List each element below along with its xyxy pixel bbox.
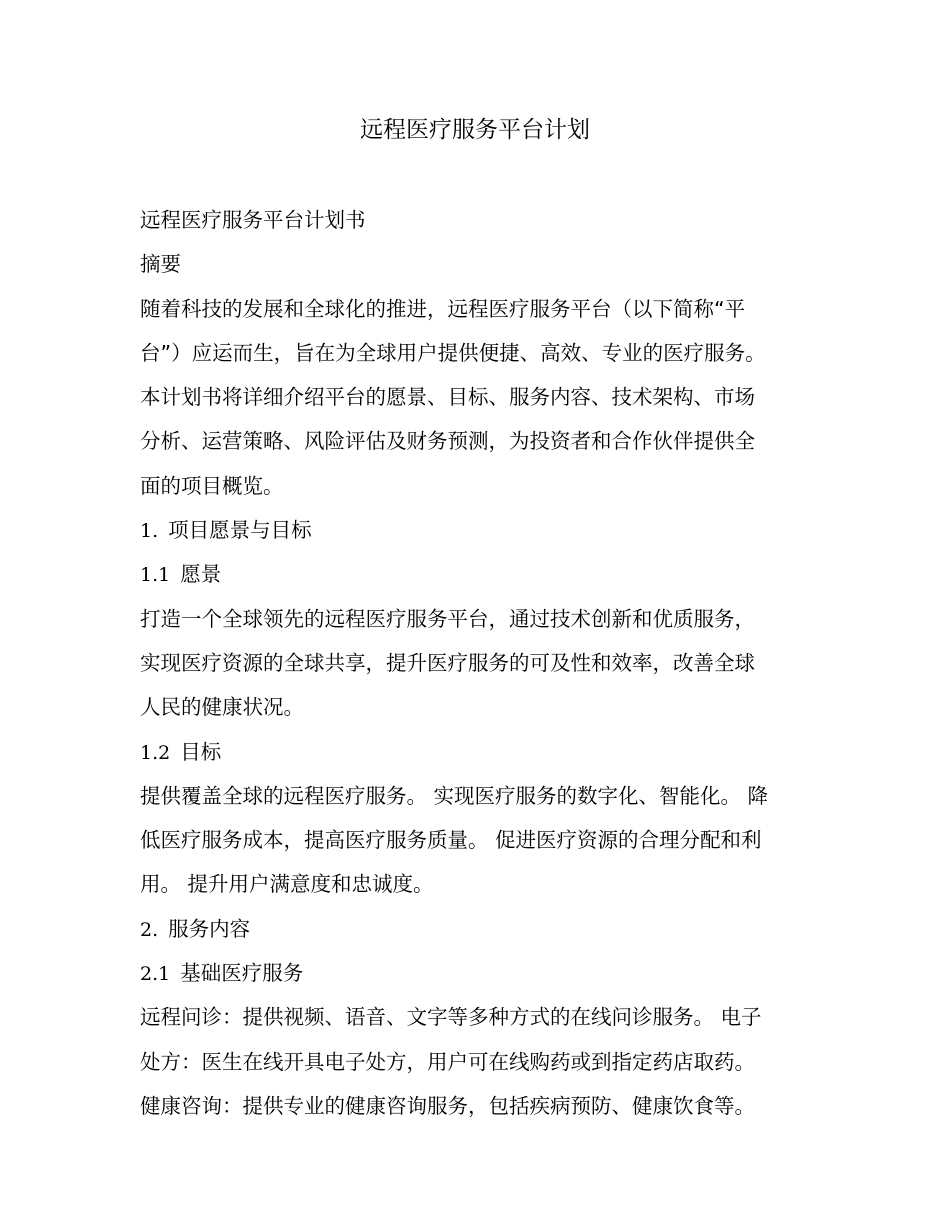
line-text: 面的项目概览。 <box>140 473 284 498</box>
section-number: 1.1 <box>140 564 171 587</box>
doc-line <box>140 242 808 286</box>
subsection-heading <box>140 730 808 774</box>
line-text: 服务内容 <box>168 916 251 941</box>
doc-line <box>140 1084 808 1128</box>
doc-line <box>140 331 808 375</box>
line-text: 健康咨询：提供专业的健康咨询服务，包括疾病预防、健康饮食等。 <box>140 1093 755 1118</box>
line-text: 台”）应运而生，旨在为全球用户提供便捷、高效、专业的医疗服务。 <box>140 340 766 365</box>
document-body <box>140 198 808 1128</box>
line-text: 摘要 <box>140 252 181 277</box>
line-text: 目标 <box>180 739 222 764</box>
document-title: 远程医疗服务平台计划 <box>360 117 590 143</box>
line-text: 基础医疗服务 <box>180 961 304 986</box>
section-heading <box>140 508 808 552</box>
doc-line <box>140 375 808 419</box>
doc-line <box>140 1040 808 1084</box>
subsection-heading <box>140 951 808 995</box>
line-text: 打造一个全球领先的远程医疗服务平台，通过技术创新和优质服务， <box>140 606 755 631</box>
doc-line <box>140 862 808 906</box>
line-text: 远程问诊：提供视频、语音、文字等多种方式的在线问诊服务。 电子 <box>140 1005 762 1030</box>
section-number: 1. <box>140 520 159 543</box>
section-heading <box>140 907 808 951</box>
doc-line <box>140 198 808 242</box>
line-text: 本计划书将详细介绍平台的愿景、目标、服务内容、技术架构、市场 <box>140 385 755 410</box>
doc-line <box>140 419 808 463</box>
doc-line <box>140 464 808 508</box>
section-number: 2. <box>140 918 159 941</box>
line-text: 愿景 <box>180 562 222 587</box>
line-text: 项目愿景与目标 <box>168 518 312 543</box>
line-text: 人民的健康状况。 <box>140 695 304 720</box>
line-text: 随着科技的发展和全球化的推进，远程医疗服务平台（以下简称“平 <box>140 296 746 321</box>
line-text: 实现医疗资源的全球共享，提升医疗服务的可及性和效率，改善全球 <box>140 650 755 675</box>
line-text: 处方：医生在线开具电子处方，用户可在线购药或到指定药店取药。 <box>140 1049 755 1074</box>
doc-line <box>140 774 808 818</box>
line-text: 用。 提升用户满意度和忠诚度。 <box>140 872 434 897</box>
doc-line <box>140 685 808 729</box>
doc-line <box>140 641 808 685</box>
doc-line <box>140 818 808 862</box>
doc-line <box>140 287 808 331</box>
section-number: 1.2 <box>140 741 171 764</box>
doc-line <box>140 597 808 641</box>
section-number: 2.1 <box>140 963 171 986</box>
subsection-heading <box>140 552 808 596</box>
line-text: 低医疗服务成本，提高医疗服务质量。 促进医疗资源的合理分配和利 <box>140 828 762 853</box>
line-text: 分析、运营策略、风险评估及财务预测，为投资者和合作伙伴提供全 <box>140 429 755 454</box>
line-text: 远程医疗服务平台计划书 <box>140 208 366 232</box>
line-text: 提供覆盖全球的远程医疗服务。 实现医疗服务的数字化、智能化。 降 <box>140 783 769 808</box>
doc-line <box>140 995 808 1039</box>
